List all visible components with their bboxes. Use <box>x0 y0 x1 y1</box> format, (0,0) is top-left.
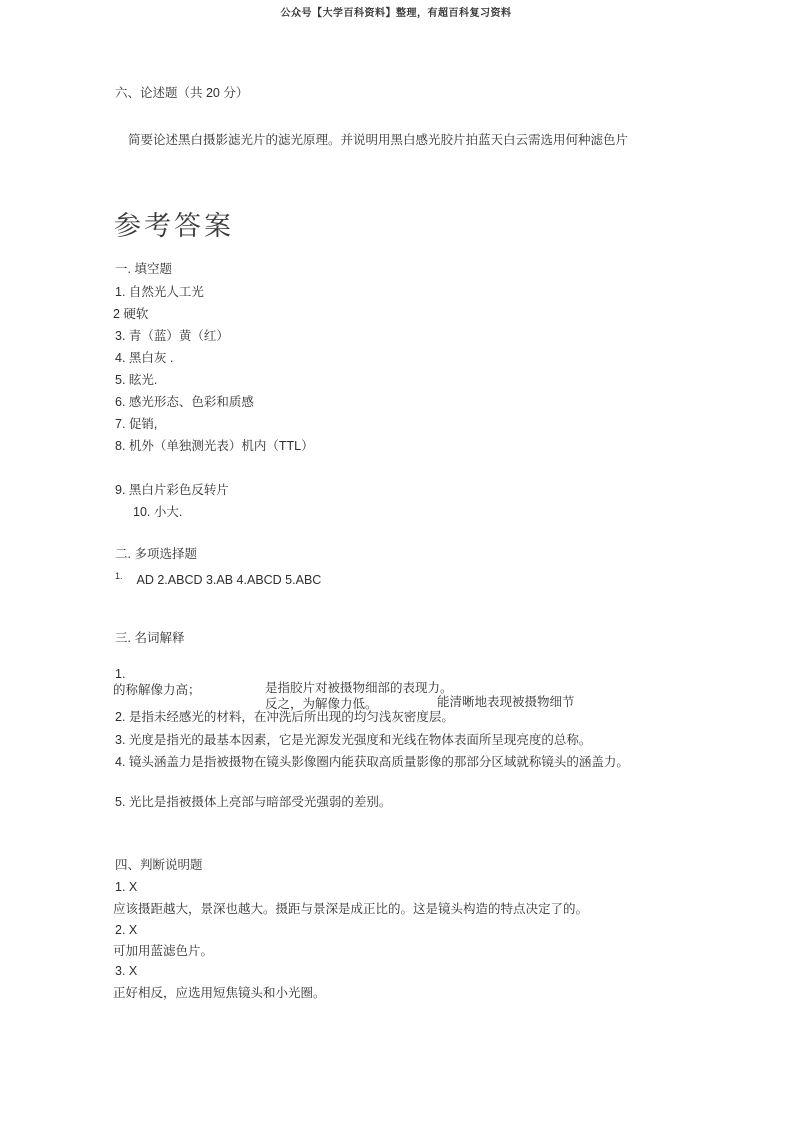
judgment-explanation: 正好相反，应选用短焦镜头和小光圈。 <box>113 986 326 1000</box>
essay-question-title: 六、论述题（共 20 分） <box>115 86 249 100</box>
definition-item-text: 的称解像力高； <box>113 683 201 697</box>
answers-heading: 参考答案 <box>114 211 234 241</box>
definition-item-text: 是指胶片对被摄物细部的表现力。 <box>265 681 453 695</box>
fill-in-item: 5. 眩光. <box>115 373 158 387</box>
definition-item: 4. 镜头涵盖力是指被摄物在镜头影像圈内能获取高质量影像的那部分区域就称镜头的涵盖力。 <box>115 755 629 769</box>
judgment-verdict: 3. X <box>115 964 138 978</box>
multiple-choice-answers <box>115 569 321 587</box>
fill-in-section-title: 一. 填空题 <box>115 262 172 276</box>
fill-in-item: 2 硬软 <box>113 307 149 321</box>
judgment-verdict: 2. X <box>115 923 138 937</box>
definition-item-text: 能清晰地表现被摄物细节 <box>437 695 575 709</box>
fill-in-item: 4. 黑白灰 . <box>115 351 174 365</box>
definition-item: 5. 光比是指被摄体上亮部与暗部受光强弱的差别。 <box>115 795 392 809</box>
definition-item: 2. 是指未经感光的材料，在冲洗后所出现的均匀浅灰密度层。 <box>115 710 454 724</box>
definition-item: 3. 光度是指光的最基本因素，它是光源发光强度和光线在物体表面所呈现亮度的总称。 <box>115 733 592 747</box>
fill-in-item: 3. 青（蓝）黄（红） <box>115 329 229 343</box>
essay-question-body: 简要论述黑白摄影滤光片的滤光原理。并说明用黑白感光胶片拍蓝天白云需选用何种滤色片 <box>128 133 629 147</box>
header-note: 公众号【大学百科资料】整理，有超百科复习资料 <box>280 8 512 19</box>
multiple-choice-section-title: 二. 多项选择题 <box>115 547 197 561</box>
fill-in-item: 6. 感光形态、色彩和质感 <box>115 395 254 409</box>
multiple-choice-answer-text: AD 2.ABCD 3.AB 4.ABCD 5.ABC <box>136 573 322 588</box>
fill-in-item: 9. 黑白片彩色反转片 <box>115 483 229 497</box>
judgment-explanation: 可加用蓝滤色片。 <box>113 944 214 958</box>
definition-item-text: 反之，为解像力低。 <box>265 697 378 711</box>
fill-in-item: 10. 小大. <box>133 505 183 519</box>
judgment-section-title: 四、判断说明题 <box>115 858 203 872</box>
judgment-verdict: 1. X <box>115 880 138 894</box>
definition-item-number: 1. <box>115 667 126 681</box>
fill-in-item: 7. 促销, <box>115 417 158 431</box>
answer-number-superscript: 1. <box>115 571 123 581</box>
definitions-section-title: 三. 名词解释 <box>115 631 185 645</box>
fill-in-item: 8. 机外（单独测光表）机内（TTL） <box>115 439 314 453</box>
judgment-explanation: 应该摄距越大，景深也越大。摄距与景深是成正比的。这是镜头构造的特点决定了的。 <box>113 902 589 916</box>
fill-in-item: 1. 自然光人工光 <box>115 285 204 299</box>
